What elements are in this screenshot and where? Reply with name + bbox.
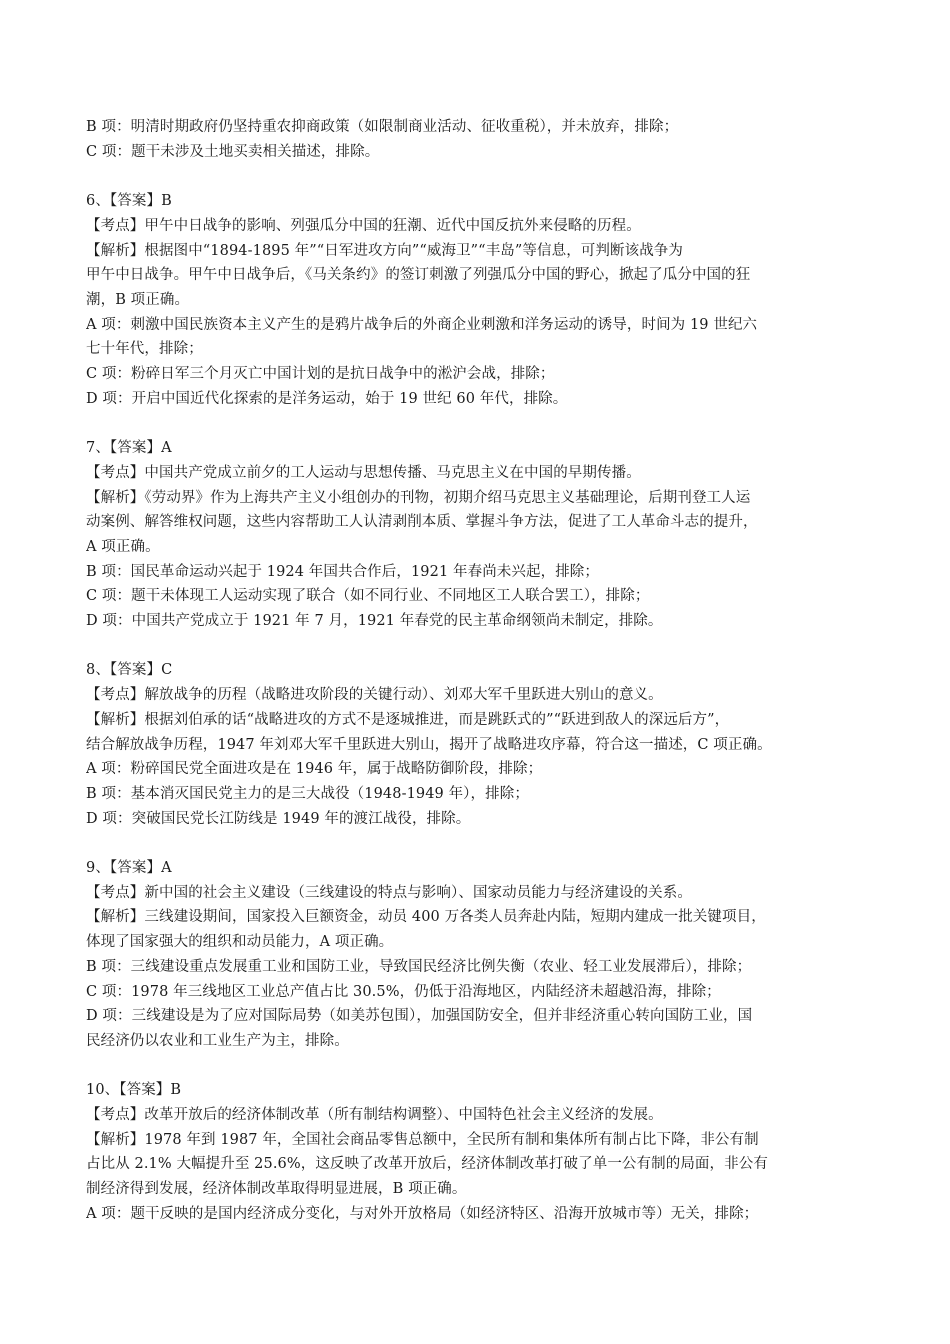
text-line: 8、【答案】C — [86, 662, 173, 679]
text-line: D 项：开启中国近代化探索的是洋务运动，始于 19 世纪 60 年代，排除。 — [86, 390, 568, 407]
text-line: 10、【答案】B — [86, 1082, 182, 1099]
text-line: C 项：题干未涉及土地买卖相关描述，排除。 — [86, 143, 380, 160]
text-line: B 项：国民革命运动兴起于 1924 年国共合作后，1921 年春尚未兴起，排除； — [86, 563, 599, 580]
section-gap — [86, 1054, 866, 1079]
text-line: 【解析】根据刘伯承的话“战略进攻的方式不是逐城推进，而是跳跃式的”“跃进到敌人的深远后方”， — [86, 711, 730, 728]
text-line: 甲午中日战争。甲午中日战争后，《马关条约》的签订刺激了列强瓜分中国的野心，掀起了瓜分中国的狂 — [86, 267, 751, 284]
text-line: B 项：基本消灭国民党主力的是三大战役（1948-1949 年），排除； — [86, 785, 529, 802]
text-line: 【考点】中国共产党成立前夕的工人运动与思想传播、马克思主义在中国的早期传播。 — [86, 464, 641, 481]
answer-explanations — [86, 115, 866, 1227]
text-line: B 项：明清时期政府仍坚持重农抑商政策（如限制商业活动、征收重税），并未放弃，排除； — [86, 119, 679, 135]
text-line: 【考点】新中国的社会主义建设（三线建设的特点与影响）、国家动员能力与经济建设的关系。 — [86, 884, 692, 901]
text-line: 体现了国家强大的组织和动员能力，A 项正确。 — [86, 934, 394, 951]
question-block — [86, 189, 866, 411]
text-line: 七十年代，排除； — [86, 341, 203, 358]
text-line: 结合解放战争历程，1947 年刘邓大军千里跃进大别山，揭开了战略进攻序幕，符合这一描述，C 项正确。 — [86, 736, 772, 753]
text-line: 【考点】改革开放后的经济体制改革（所有制结构调整）、中国特色社会主义经济的发展。 — [86, 1107, 663, 1124]
text-line: 动案例、解答维权问题，这些内容帮助工人认清剥削本质、掌握斗争方法，促进了工人革命斗志的提升， — [86, 514, 758, 531]
text-line: D 项：三线建设是为了应对国际局势（如美苏包围），加强国防安全，但并非经济重心转向国防工业，国 — [86, 1008, 753, 1025]
text-line: A 项：粉碎国民党全面进攻是在 1946 年，属于战略防御阶段，排除； — [86, 761, 543, 778]
text-line: 占比从 2.1% 大幅提升至 25.6%，这反映了改革开放后，经济体制改革打破了单一公有制的局面，非公有 — [86, 1156, 768, 1173]
text-line: 民经济仍以农业和工业生产为主，排除。 — [86, 1032, 349, 1049]
text-line: 【解析】1978 年到 1987 年，全国社会商品零售总额中，全民所有制和集体所有制占比下降，非公有制 — [86, 1131, 759, 1148]
text-line: 【解析】《劳动界》作为上海共产主义小组创办的刊物，初期介绍马克思主义基础理论，后期刊登工人运 — [86, 489, 751, 506]
text-line: A 项正确。 — [86, 538, 160, 555]
text-line: B 项：三线建设重点发展重工业和国防工业，导致国民经济比例失衡（农业、轻工业发展滞后），排除； — [86, 958, 752, 975]
text-line: 【解析】根据图中“1894-1895 年”“日军进攻方向”“威海卫”“丰岛”等信息，可判断该战争为 — [86, 242, 684, 259]
text-line: D 项：中国共产党成立于 1921 年 7 月，1921 年春党的民主革命纲领尚未制定，排除。 — [86, 613, 663, 630]
text-line: 潮，B 项正确。 — [86, 291, 190, 308]
text-line: A 项：题干反映的是国内经济成分变化，与对外开放格局（如经济特区、沿海开放城市等）无关，排除； — [86, 1205, 759, 1222]
question-block — [86, 436, 866, 634]
text-line: A 项：刺激中国民族资本主义产生的是鸦片战争后的外商企业刺激和洋务运动的诱导，时间为 19 世纪六 — [86, 316, 758, 333]
text-line: D 项：突破国民党长江防线是 1949 年的渡江战役，排除。 — [86, 810, 471, 827]
question-block — [86, 658, 866, 831]
text-line: 【考点】甲午中日战争的影响、列强瓜分中国的狂潮、近代中国反抗外来侵略的历程。 — [86, 217, 641, 234]
text-line: C 项：1978 年三线地区工业总产值占比 30.5%，仍低于沿海地区，内陆经济未超越沿海，排除； — [86, 983, 721, 1000]
text-line: C 项：粉碎日军三个月灭亡中国计划的是抗日战争中的淞沪会战，排除； — [86, 366, 555, 383]
section-gap — [86, 164, 866, 189]
section-gap — [86, 831, 866, 856]
text-line: 6、【答案】B — [86, 193, 172, 210]
continued-options-block — [86, 115, 866, 164]
text-line: C 项：题干未体现工人运动实现了联合（如不同行业、不同地区工人联合罢工），排除； — [86, 588, 650, 605]
question-block — [86, 1078, 866, 1226]
section-gap — [86, 634, 866, 659]
text-line: 9、【答案】A — [86, 860, 172, 877]
section-gap — [86, 411, 866, 436]
text-line: 【解析】三线建设期间，国家投入巨额资金，动员 400 万各类人员奔赴内陆，短期内建成一批关键项目， — [86, 909, 766, 926]
text-line: 7、【答案】A — [86, 440, 172, 457]
question-block — [86, 856, 866, 1054]
text-line: 制经济得到发展，经济体制改革取得明显进展，B 项正确。 — [86, 1181, 467, 1198]
text-line: 【考点】解放战争的历程（战略进攻阶段的关键行动）、刘邓大军千里跃进大别山的意义。 — [86, 687, 663, 704]
